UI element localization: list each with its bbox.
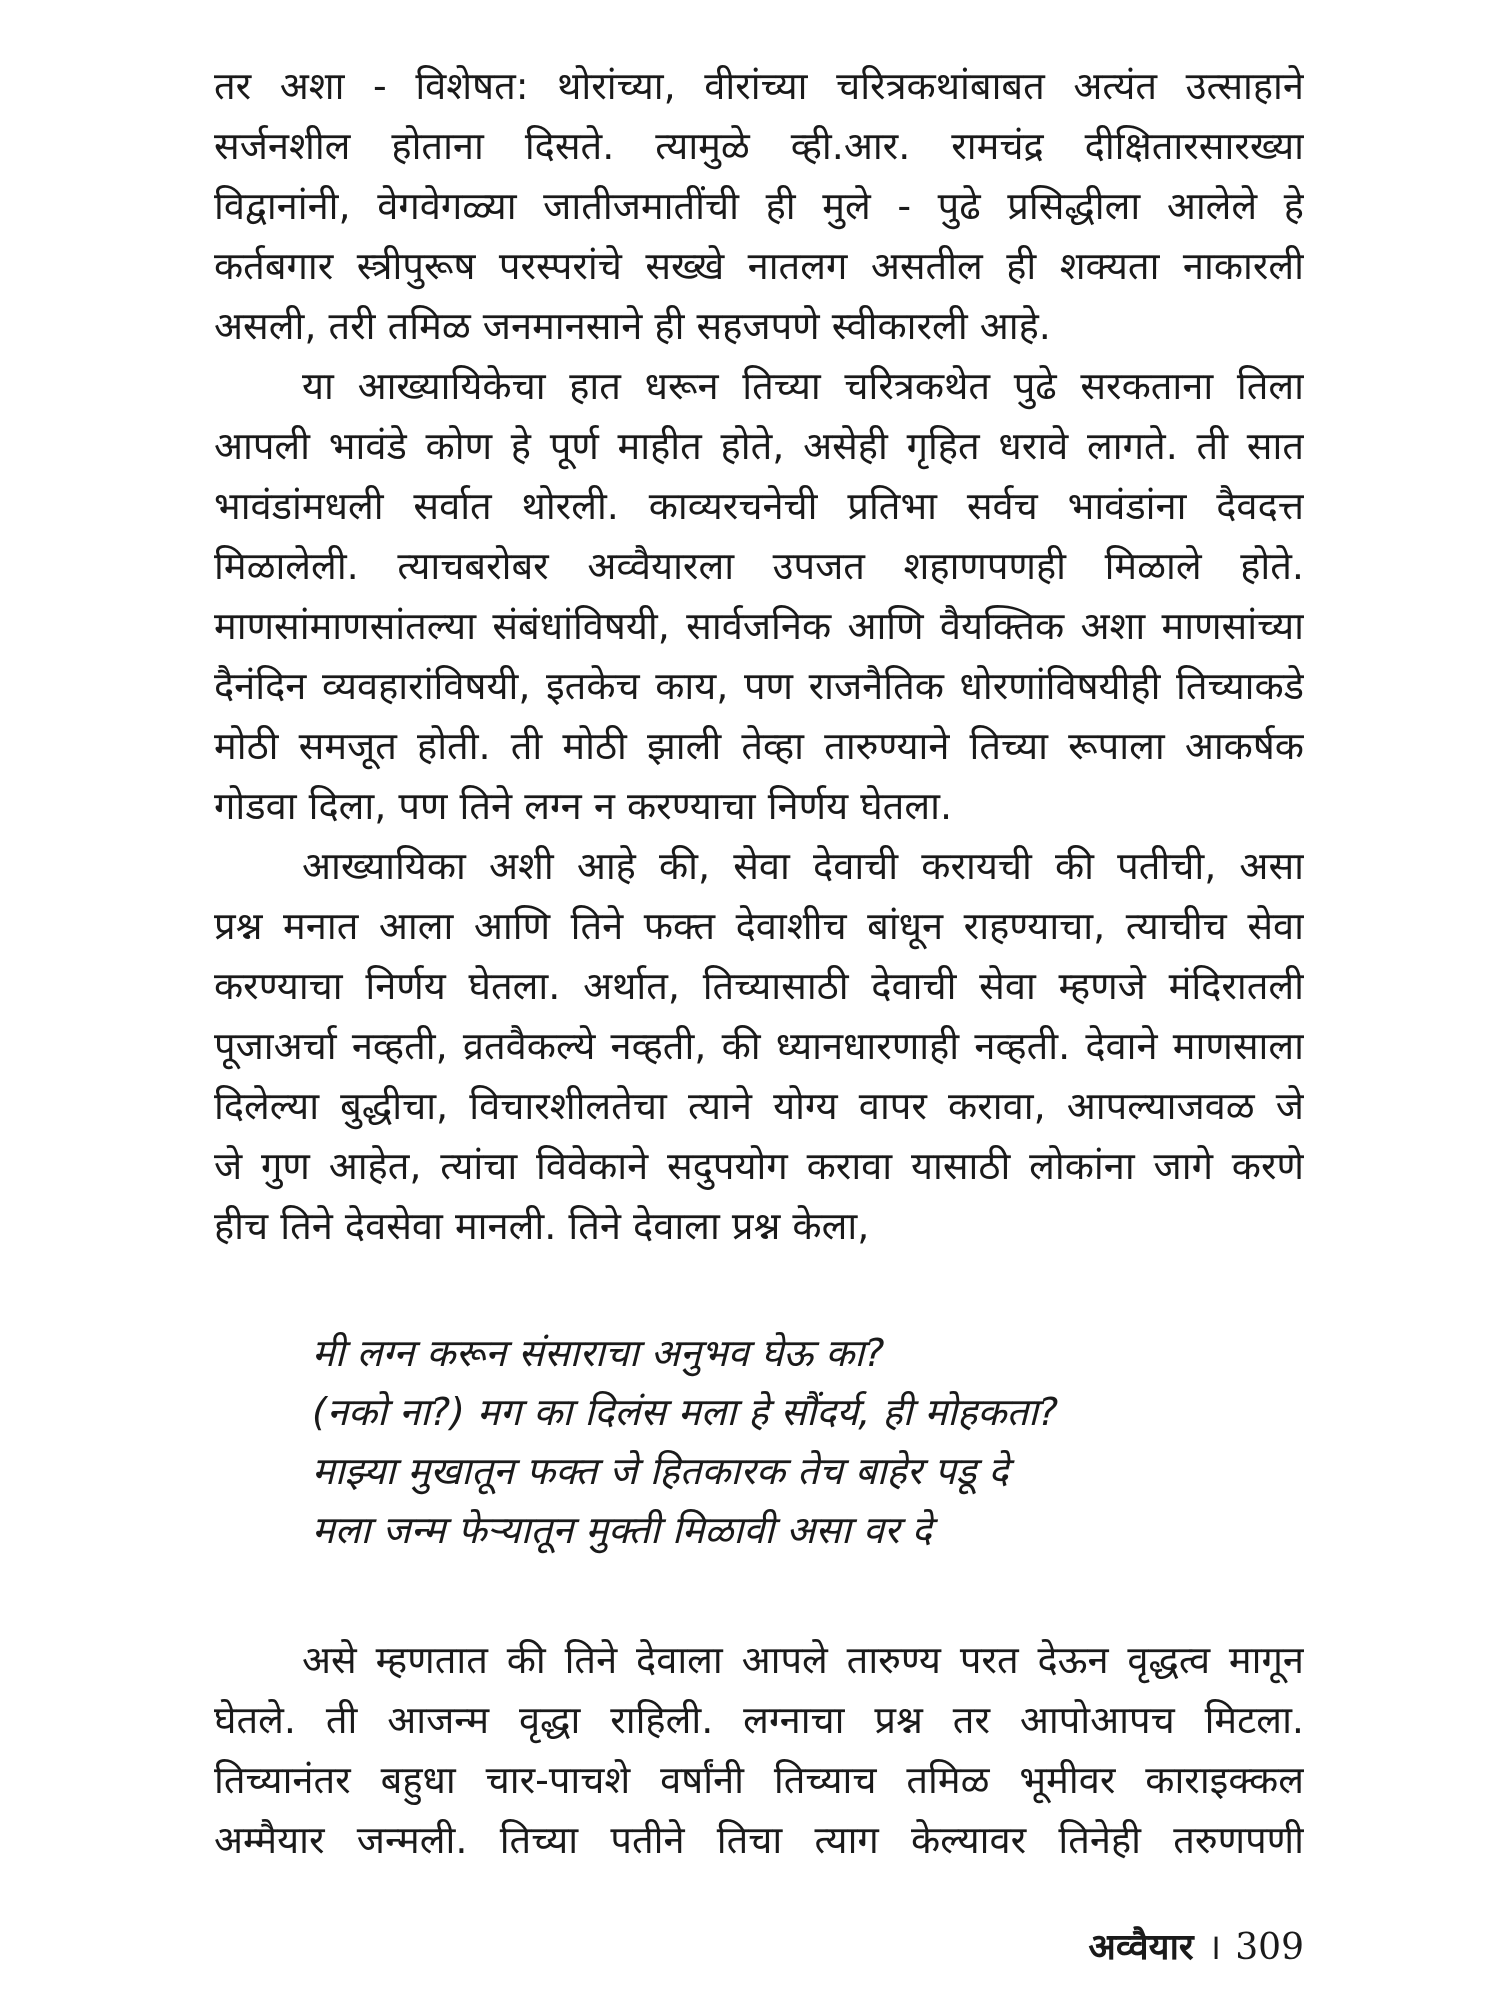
poem-line: मी लग्न करून संसाराचा अनुभव घेऊ का? <box>312 1331 885 1375</box>
paragraph-4 <box>214 1630 1304 1870</box>
text-line: करण्याचा निर्णय घेतला. अर्थात, तिच्यासाठी देवाची सेवा म्हणजे मंदिरातली <box>214 964 1304 1008</box>
text-line: गोडवा दिला, पण तिने लग्न न करण्याचा निर्णय घेतला. <box>214 784 953 828</box>
poem-line: माझ्या मुखातून फक्त जे हितकारक तेच बाहेर पडू दे <box>312 1449 1009 1493</box>
text-line: घेतले. ती आजन्म वृद्धा राहिली. लग्नाचा प्रश्न तर आपोआपच मिटला. <box>214 1698 1304 1742</box>
text-line: भावंडांमधली सर्वात थोरली. काव्यरचनेची प्रतिभा सर्वच भावंडांना दैवदत्त <box>214 484 1304 528</box>
text-line: मोठी समजूत होती. ती मोठी झाली तेव्हा तारुण्याने तिच्या रूपाला आकर्षक <box>214 724 1304 768</box>
text-line: कर्तबगार स्त्रीपुरूष परस्परांचे सख्खे नातलग असतील ही शक्यता नाकारली <box>214 244 1304 288</box>
poem-line: (नको ना?) मग का दिलंस मला हे सौंदर्य, ही मोहकता? <box>312 1390 1059 1434</box>
footer-separator: । <box>1207 1927 1222 1968</box>
text-line: अम्मैयार जन्मली. तिच्या पतीने तिचा त्याग केल्यावर तिनेही तरुणपणी <box>214 1818 1304 1862</box>
book-page <box>214 44 1304 1974</box>
text-line: हीच तिने देवसेवा मानली. तिने देवाला प्रश्न केला, <box>214 1204 870 1248</box>
text-line: असली, तरी तमिळ जनमानसाने ही सहजपणे स्वीकारली आहे. <box>214 304 1051 348</box>
text-line: पूजाअर्चा नव्हती, व्रतवैकल्ये नव्हती, की ध्यानधारणाही नव्हती. देवाने माणसाला <box>214 1024 1304 1068</box>
paragraph-2 <box>214 356 1304 836</box>
text-line: माणसांमाणसांतल्या संबंधांविषयी, सार्वजनिक आणि वैयक्तिक अशा माणसांच्या <box>214 604 1304 648</box>
poem-line: मला जन्म फेऱ्यातून मुक्ती मिळावी असा वर दे <box>312 1508 932 1552</box>
text-line: या आख्यायिकेचा हात धरून तिच्या चरित्रकथेत पुढे सरकताना तिला <box>302 364 1304 408</box>
text-line: असे म्हणतात की तिने देवाला आपले तारुण्य परत देऊन वृद्धत्व मागून <box>302 1638 1304 1682</box>
paragraph-1 <box>214 56 1304 356</box>
text-line: तर अशा - विशेषत: थोरांच्या, वीरांच्या चरित्रकथांबाबत अत्यंत उत्साहाने <box>214 64 1304 108</box>
text-line: तिच्यानंतर बहुधा चार-पाचशे वर्षांनी तिच्याच तमिळ भूमीवर काराइक्कल <box>214 1758 1304 1802</box>
text-line: मिळालेली. त्याचबरोबर अव्वैयारला उपजत शहाणपणही मिळाले होते. <box>214 544 1304 588</box>
text-line: दैनंदिन व्यवहारांविषयी, इतकेच काय, पण राजनैतिक धोरणांविषयीही तिच्याकडे <box>214 664 1304 708</box>
paragraph-3 <box>214 836 1304 1256</box>
text-line: आख्यायिका अशी आहे की, सेवा देवाची करायची की पतीची, असा <box>302 844 1304 888</box>
text-line: प्रश्न मनात आला आणि तिने फक्त देवाशीच बांधून राहण्याचा, त्याचीच सेवा <box>214 904 1304 948</box>
page-number: 309 <box>1235 1927 1304 1968</box>
text-line: दिलेल्या बुद्धीचा, विचारशीलतेचा त्याने योग्य वापर करावा, आपल्याजवळ जे <box>214 1084 1304 1128</box>
text-line: विद्वानांनी, वेगवेगळ्या जातीजमातींची ही मुले - पुढे प्रसिद्धीला आलेले हे <box>214 184 1304 228</box>
text-line: सर्जनशील होताना दिसते. त्यामुळे व्ही.आर. रामचंद्र दीक्षितारसारख्या <box>214 124 1304 168</box>
text-line: जे गुण आहेत, त्यांचा विवेकाने सदुपयोग करावा यासाठी लोकांना जागे करणे <box>214 1144 1304 1188</box>
poem-verse <box>214 1324 1304 1560</box>
page-footer <box>1088 1921 1304 1970</box>
text-line: आपली भावंडे कोण हे पूर्ण माहीत होते, असेही गृहित धरावे लागते. ती सात <box>214 424 1304 468</box>
running-title: अव्वैयार <box>1088 1927 1194 1968</box>
